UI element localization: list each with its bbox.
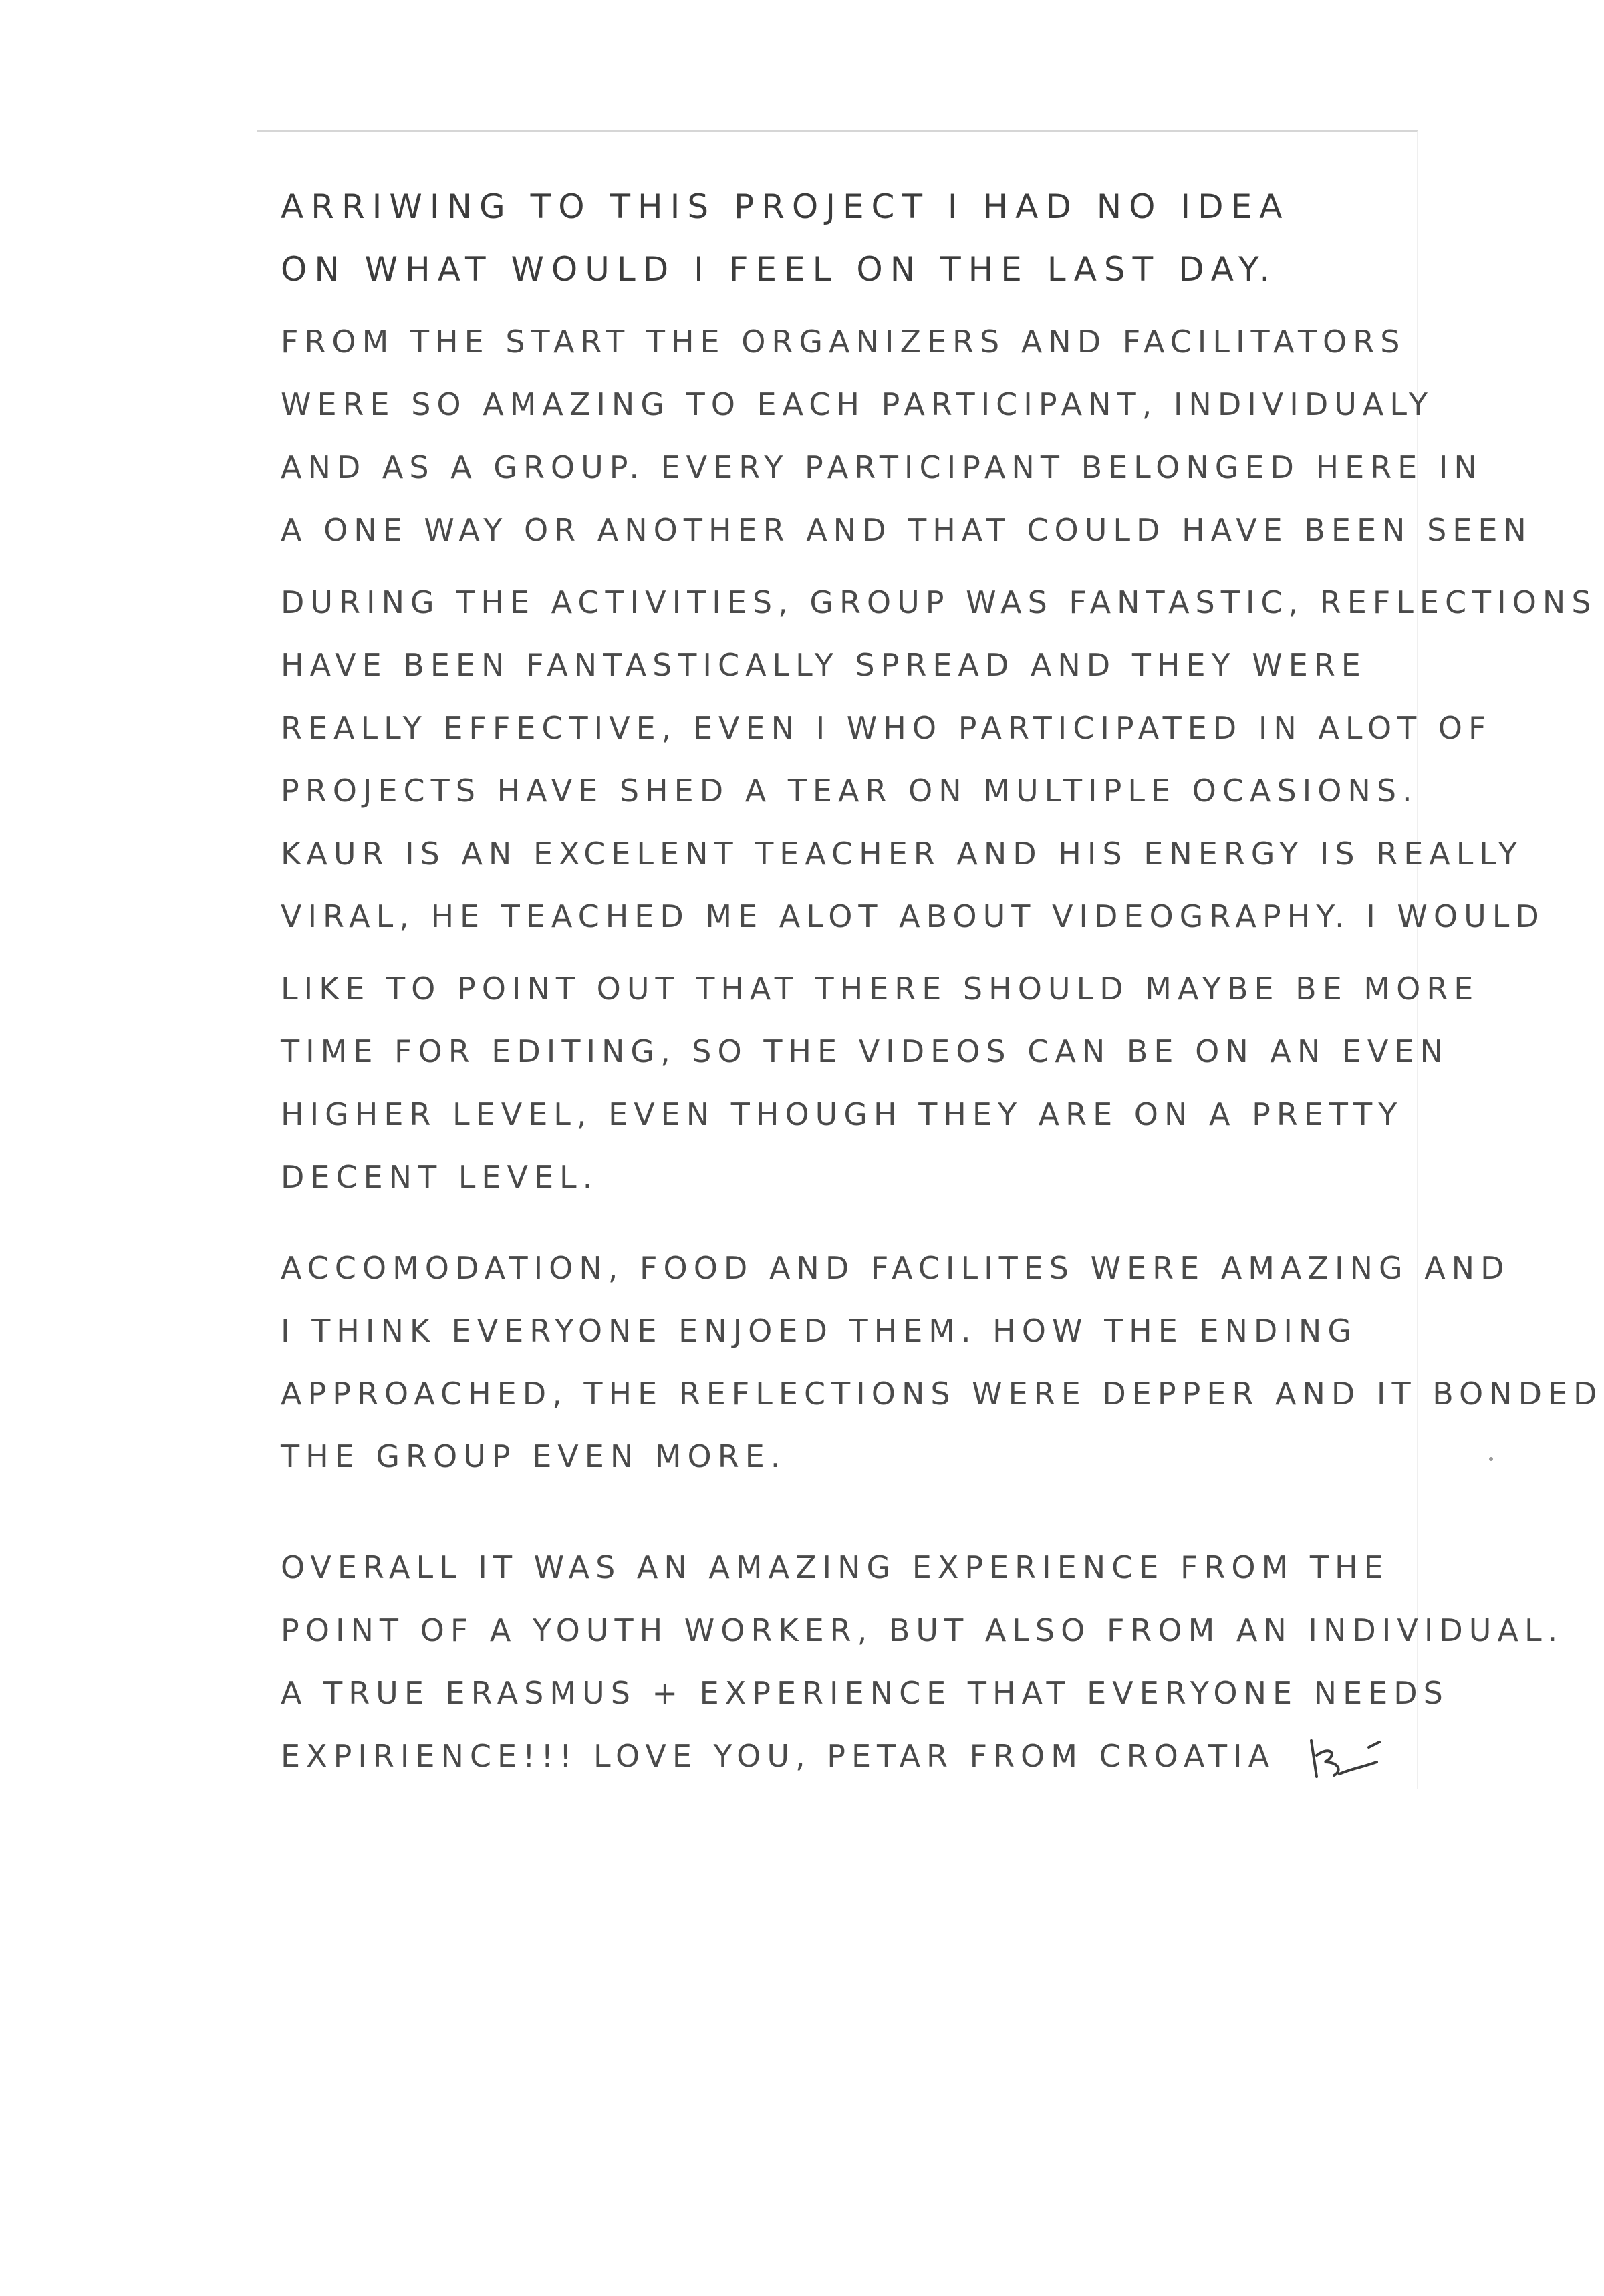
paragraph-intro — [281, 175, 1444, 301]
letter-line: AND AS A GROUP. EVERY PARTICIPANT BELONGED HERE IN — [281, 449, 1483, 485]
letter-line: ARRIWING TO THIS PROJECT I HAD NO IDEA — [281, 187, 1290, 226]
letter-line: DECENT LEVEL. — [281, 1159, 599, 1195]
paragraph-editing — [281, 957, 1480, 1208]
letter-line: PROJECTS HAVE SHED A TEAR ON MULTIPLE OCASIONS. — [281, 773, 1418, 809]
letter-line: THE GROUP EVEN MORE. — [281, 1438, 787, 1475]
paragraph-activities — [281, 571, 1597, 948]
letter-line: ACCOMODATION, FOOD AND FACILITES WERE AMAZING AND — [281, 1250, 1510, 1286]
letter-line: FROM THE START THE ORGANIZERS AND FACILITATORS — [281, 324, 1406, 360]
letter-line: LIKE TO POINT OUT THAT THERE SHOULD MAYBE BE MORE — [281, 971, 1480, 1007]
letter-line: WERE SO AMAZING TO EACH PARTICIPANT, INDIVIDUALY — [281, 386, 1434, 422]
paragraph-accomodation — [281, 1237, 1603, 1488]
letter-line: I THINK EVERYONE ENJOED THEM. HOW THE ENDING — [281, 1313, 1357, 1349]
letter-line: DURING THE ACTIVITIES, GROUP WAS FANTASTIC, REFLECTIONS — [281, 584, 1597, 620]
letter-line: HAVE BEEN FANTASTICALLY SPREAD AND THEY WERE — [281, 647, 1367, 683]
letter-line: REALLY EFFECTIVE, EVEN I WHO PARTICIPATED IN ALOT OF — [281, 710, 1492, 746]
handwritten-letter — [281, 175, 1603, 1787]
letter-line: A TRUE ERASMUS + EXPERIENCE THAT EVERYONE NEEDS — [281, 1675, 1449, 1711]
letter-line: TIME FOR EDITING, SO THE VIDEOS CAN BE ON AN EVEN — [281, 1033, 1449, 1069]
letter-line: OVERALL IT WAS AN AMAZING EXPERIENCE FROM THE — [281, 1549, 1389, 1585]
scan-speck — [1489, 1457, 1493, 1461]
letter-line: HIGHER LEVEL, EVEN THOUGH THEY ARE ON A PRETTY — [281, 1096, 1404, 1132]
paragraph-overall — [281, 1536, 1564, 1787]
letter-line: APPROACHED, THE REFLECTIONS WERE DEPPER AND IT BONDED — [281, 1376, 1603, 1412]
letter-line: KAUR IS AN EXCELENT TEACHER AND HIS ENERGY IS REALLY — [281, 836, 1523, 872]
paragraph-organizers — [281, 310, 1532, 561]
closing-text: EXPIRIENCE!!! LOVE YOU, PETAR FROM CROATIA — [281, 1738, 1276, 1774]
letter-line: ON WHAT WOULD I FEEL ON THE LAST DAY. — [281, 250, 1278, 289]
closing-line — [281, 1725, 1444, 1787]
letter-line: VIRAL, HE TEACHED ME ALOT ABOUT VIDEOGRAPHY. I WOULD — [281, 898, 1545, 934]
signature-icon — [1305, 1735, 1385, 1782]
letter-line: POINT OF A YOUTH WORKER, BUT ALSO FROM AN INDIVIDUAL. — [281, 1612, 1564, 1648]
letter-line: A ONE WAY OR ANOTHER AND THAT COULD HAVE BEEN SEEN — [281, 512, 1532, 548]
